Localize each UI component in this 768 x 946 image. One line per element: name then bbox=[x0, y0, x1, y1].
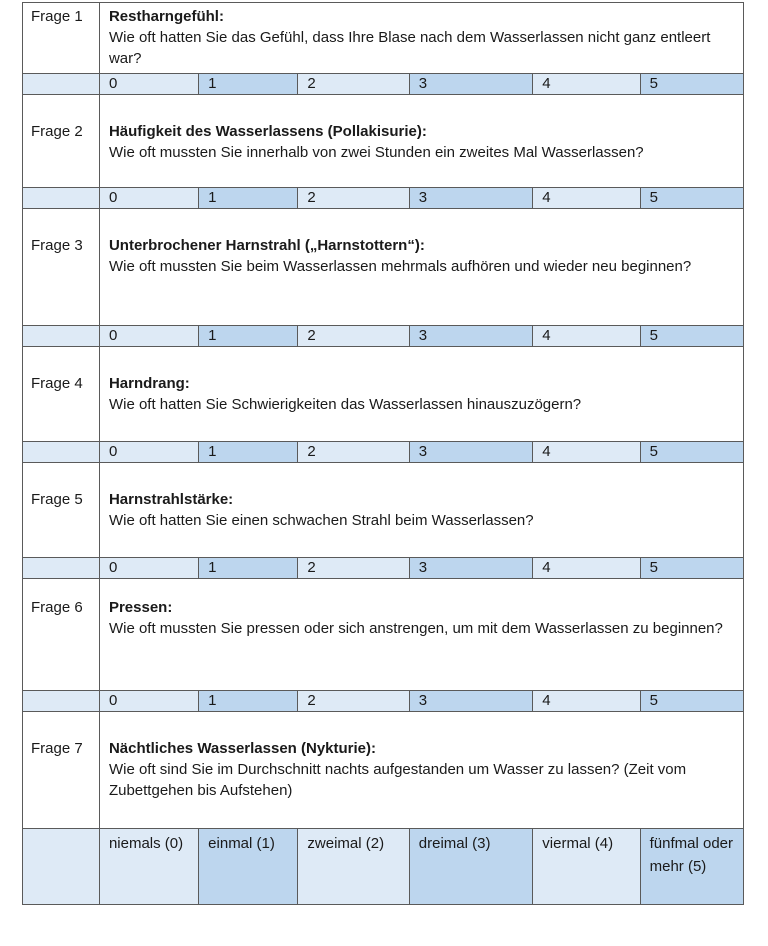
question-content bbox=[99, 579, 743, 691]
answer-option-2[interactable]: 2 bbox=[298, 691, 409, 712]
answer-option-0[interactable]: 0 bbox=[99, 74, 198, 95]
question-number: Frage 6 bbox=[23, 579, 100, 691]
question-text: Wie oft hatten Sie das Gefühl, dass Ihre Blase nach dem Wasserlassen nicht ganz entleert war? bbox=[108, 29, 711, 67]
question-row-5 bbox=[23, 463, 744, 558]
question-title: Pressen: bbox=[108, 599, 173, 616]
question-text: Wie oft mussten Sie innerhalb von zwei Stunden ein zweites Mal Wasserlassen? bbox=[108, 144, 644, 161]
answer-option-3[interactable]: 3 bbox=[409, 691, 533, 712]
answer-option-3[interactable]: 3 bbox=[409, 74, 533, 95]
answer-option-0[interactable]: 0 bbox=[99, 691, 198, 712]
answer-option-4[interactable]: viermal (4) bbox=[533, 829, 640, 905]
question-number: Frage 4 bbox=[23, 347, 100, 442]
answer-option-2[interactable]: zweimal (2) bbox=[298, 829, 409, 905]
answer-option-1[interactable]: 1 bbox=[199, 188, 298, 209]
answer-option-1[interactable]: 1 bbox=[199, 326, 298, 347]
answer-option-5[interactable]: 5 bbox=[640, 326, 743, 347]
answer-scale-row-2 bbox=[23, 188, 744, 209]
question-text: Wie oft sind Sie im Durchschnitt nachts aufgestanden um Wasser zu lassen? (Zeit vom Zubettgehen bis Aufstehen) bbox=[108, 761, 687, 799]
answer-option-0[interactable]: niemals (0) bbox=[99, 829, 198, 905]
question-text: Wie oft mussten Sie beim Wasserlassen mehrmals aufhören und wieder neu beginnen? bbox=[108, 258, 692, 275]
scale-spacer bbox=[23, 691, 100, 712]
answer-scale-row-7 bbox=[23, 829, 744, 905]
scale-spacer bbox=[23, 326, 100, 347]
answer-option-1[interactable]: 1 bbox=[199, 442, 298, 463]
question-content bbox=[99, 347, 743, 442]
scale-spacer bbox=[23, 558, 100, 579]
answer-option-4[interactable]: 4 bbox=[533, 691, 640, 712]
question-number: Frage 3 bbox=[23, 209, 100, 326]
question-content bbox=[99, 463, 743, 558]
answer-option-3[interactable]: 3 bbox=[409, 188, 533, 209]
question-number: Frage 2 bbox=[23, 95, 100, 188]
scale-spacer bbox=[23, 829, 100, 905]
answer-option-5[interactable]: 5 bbox=[640, 558, 743, 579]
answer-option-3[interactable]: 3 bbox=[409, 326, 533, 347]
answer-option-4[interactable]: 4 bbox=[533, 74, 640, 95]
question-row-2 bbox=[23, 95, 744, 188]
answer-scale-row-6 bbox=[23, 691, 744, 712]
question-row-6 bbox=[23, 579, 744, 691]
question-title: Harnstrahlstärke: bbox=[108, 491, 234, 508]
question-text: Wie oft hatten Sie einen schwachen Strahl beim Wasserlassen? bbox=[108, 512, 534, 529]
answer-option-4[interactable]: 4 bbox=[533, 188, 640, 209]
question-number: Frage 1 bbox=[23, 3, 100, 74]
question-content bbox=[99, 95, 743, 188]
answer-option-5[interactable]: 5 bbox=[640, 442, 743, 463]
question-title: Harndrang: bbox=[108, 375, 190, 392]
answer-option-3[interactable]: 3 bbox=[409, 558, 533, 579]
answer-option-0[interactable]: 0 bbox=[99, 326, 198, 347]
question-row-4 bbox=[23, 347, 744, 442]
question-number: Frage 5 bbox=[23, 463, 100, 558]
question-content bbox=[99, 209, 743, 326]
scale-spacer bbox=[23, 188, 100, 209]
answer-option-4[interactable]: 4 bbox=[533, 326, 640, 347]
answer-scale-row-3 bbox=[23, 326, 744, 347]
answer-option-2[interactable]: 2 bbox=[298, 558, 409, 579]
answer-option-2[interactable]: 2 bbox=[298, 442, 409, 463]
answer-option-2[interactable]: 2 bbox=[298, 326, 409, 347]
question-title: Häufigkeit des Wasserlassens (Pollakisurie): bbox=[108, 123, 427, 140]
answer-option-1[interactable]: 1 bbox=[199, 74, 298, 95]
answer-option-3[interactable]: dreimal (3) bbox=[409, 829, 533, 905]
question-content bbox=[99, 712, 743, 829]
question-row-1 bbox=[23, 3, 744, 74]
question-title: Nächtliches Wasserlassen (Nykturie): bbox=[108, 740, 377, 757]
question-content bbox=[99, 3, 743, 74]
answer-option-5[interactable]: fünfmal oder mehr (5) bbox=[640, 829, 743, 905]
answer-option-0[interactable]: 0 bbox=[99, 558, 198, 579]
question-title: Unterbrochener Harnstrahl („Harnstottern“): bbox=[108, 237, 425, 254]
question-row-3 bbox=[23, 209, 744, 326]
answer-scale-row-5 bbox=[23, 558, 744, 579]
answer-option-5[interactable]: 5 bbox=[640, 188, 743, 209]
scale-spacer bbox=[23, 74, 100, 95]
answer-option-4[interactable]: 4 bbox=[533, 558, 640, 579]
ipss-questionnaire-table bbox=[22, 2, 744, 905]
question-number: Frage 7 bbox=[23, 712, 100, 829]
answer-option-4[interactable]: 4 bbox=[533, 442, 640, 463]
answer-option-5[interactable]: 5 bbox=[640, 691, 743, 712]
answer-option-1[interactable]: 1 bbox=[199, 691, 298, 712]
answer-option-1[interactable]: einmal (1) bbox=[199, 829, 298, 905]
answer-option-0[interactable]: 0 bbox=[99, 188, 198, 209]
answer-option-2[interactable]: 2 bbox=[298, 188, 409, 209]
answer-scale-row-4 bbox=[23, 442, 744, 463]
question-text: Wie oft hatten Sie Schwierigkeiten das Wasserlassen hinauszuzögern? bbox=[108, 396, 582, 413]
answer-option-1[interactable]: 1 bbox=[199, 558, 298, 579]
scale-spacer bbox=[23, 442, 100, 463]
answer-option-0[interactable]: 0 bbox=[99, 442, 198, 463]
answer-option-5[interactable]: 5 bbox=[640, 74, 743, 95]
question-text: Wie oft mussten Sie pressen oder sich anstrengen, um mit dem Wasserlassen zu beginnen? bbox=[108, 620, 723, 637]
question-row-7 bbox=[23, 712, 744, 829]
answer-scale-row-1 bbox=[23, 74, 744, 95]
answer-option-3[interactable]: 3 bbox=[409, 442, 533, 463]
question-title: Restharngefühl: bbox=[108, 8, 224, 25]
answer-option-2[interactable]: 2 bbox=[298, 74, 409, 95]
